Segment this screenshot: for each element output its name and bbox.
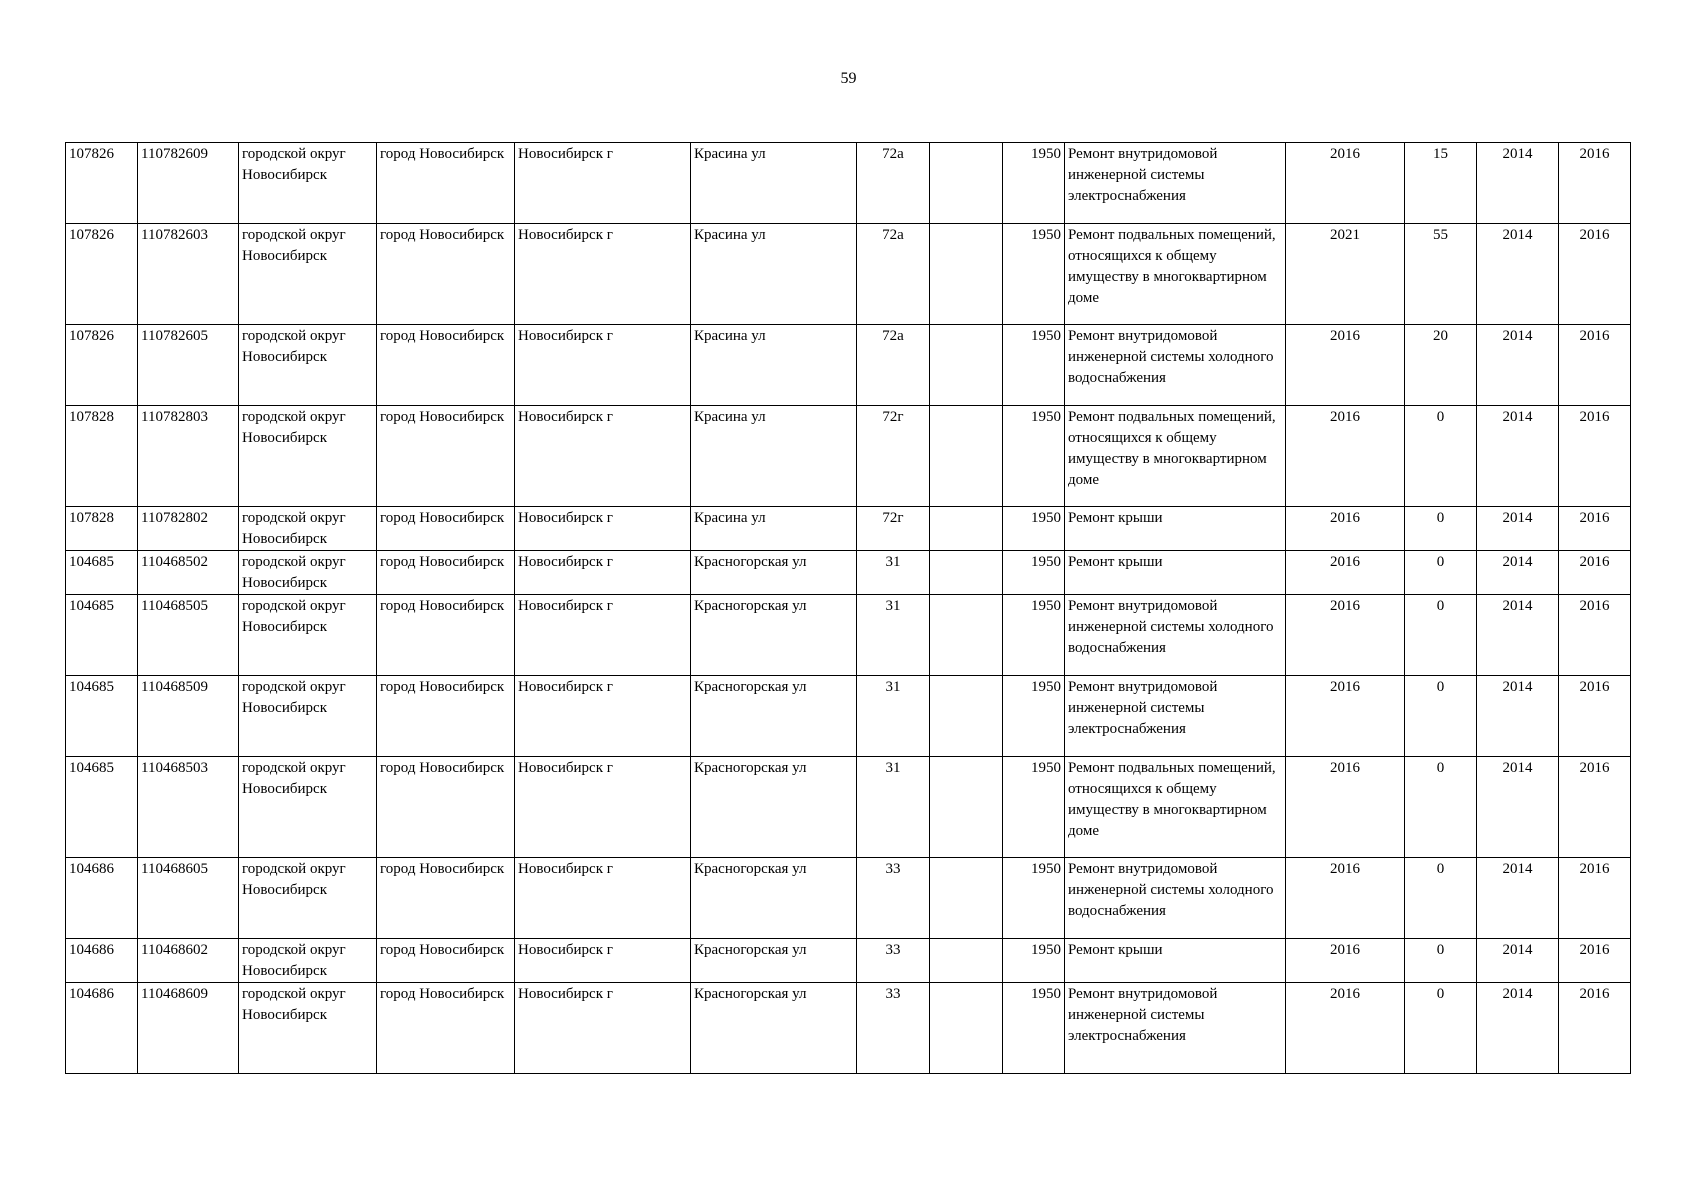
house-id-cell: 104685 — [66, 757, 138, 858]
period-start-cell: 2014 — [1477, 983, 1559, 1074]
house-number-cell: 72г — [857, 507, 930, 551]
table-row — [66, 507, 1631, 551]
plan-year-cell: 2016 — [1286, 595, 1405, 676]
build-year-cell: 1950 — [1003, 595, 1065, 676]
wear-cell: 0 — [1405, 757, 1477, 858]
city-cell: Новосибирск г — [515, 983, 691, 1074]
wear-cell: 55 — [1405, 224, 1477, 325]
building-cell — [930, 676, 1003, 757]
house-id-cell: 104685 — [66, 595, 138, 676]
work-type-cell: Ремонт крыши — [1065, 507, 1286, 551]
building-cell — [930, 939, 1003, 983]
city-cell: Новосибирск г — [515, 507, 691, 551]
work-type-cell: Ремонт подвальных помещений, относящихся к общему имуществу в многоквартирном доме — [1065, 406, 1286, 507]
house-id-cell: 104685 — [66, 551, 138, 595]
plan-year-cell: 2021 — [1286, 224, 1405, 325]
wear-cell: 0 — [1405, 507, 1477, 551]
settlement-cell: город Новосибирск — [377, 757, 515, 858]
plan-year-cell: 2016 — [1286, 939, 1405, 983]
wear-cell: 15 — [1405, 143, 1477, 224]
work-id-cell: 110782605 — [138, 325, 239, 406]
house-id-cell: 107826 — [66, 143, 138, 224]
building-cell — [930, 858, 1003, 939]
street-cell: Красногорская ул — [691, 551, 857, 595]
house-number-cell: 33 — [857, 858, 930, 939]
period-start-cell: 2014 — [1477, 406, 1559, 507]
plan-year-cell: 2016 — [1286, 406, 1405, 507]
settlement-cell: город Новосибирск — [377, 983, 515, 1074]
wear-cell: 0 — [1405, 676, 1477, 757]
city-cell: Новосибирск г — [515, 757, 691, 858]
work-type-cell: Ремонт крыши — [1065, 939, 1286, 983]
work-type-cell: Ремонт внутридомовой инженерной системы холодного водоснабжения — [1065, 595, 1286, 676]
plan-year-cell: 2016 — [1286, 983, 1405, 1074]
period-start-cell: 2014 — [1477, 507, 1559, 551]
house-id-cell: 107828 — [66, 406, 138, 507]
work-id-cell: 110782603 — [138, 224, 239, 325]
settlement-cell: город Новосибирск — [377, 325, 515, 406]
work-id-cell: 110468609 — [138, 983, 239, 1074]
settlement-cell: город Новосибирск — [377, 939, 515, 983]
wear-cell: 0 — [1405, 406, 1477, 507]
table-row — [66, 939, 1631, 983]
house-id-cell: 107826 — [66, 224, 138, 325]
wear-cell: 0 — [1405, 939, 1477, 983]
table-row — [66, 858, 1631, 939]
house-number-cell: 31 — [857, 757, 930, 858]
work-type-cell: Ремонт крыши — [1065, 551, 1286, 595]
district-cell: городской округ Новосибирск — [239, 676, 377, 757]
wear-cell: 0 — [1405, 595, 1477, 676]
table-row — [66, 551, 1631, 595]
period-start-cell: 2014 — [1477, 939, 1559, 983]
period-end-cell: 2016 — [1559, 676, 1631, 757]
period-end-cell: 2016 — [1559, 551, 1631, 595]
build-year-cell: 1950 — [1003, 507, 1065, 551]
period-start-cell: 2014 — [1477, 325, 1559, 406]
wear-cell: 0 — [1405, 858, 1477, 939]
settlement-cell: город Новосибирск — [377, 224, 515, 325]
building-cell — [930, 595, 1003, 676]
building-cell — [930, 143, 1003, 224]
house-number-cell: 31 — [857, 595, 930, 676]
work-id-cell: 110782609 — [138, 143, 239, 224]
house-number-cell: 31 — [857, 676, 930, 757]
table-row — [66, 325, 1631, 406]
wear-cell: 0 — [1405, 551, 1477, 595]
period-start-cell: 2014 — [1477, 224, 1559, 325]
house-id-cell: 104686 — [66, 939, 138, 983]
work-type-cell: Ремонт внутридомовой инженерной системы электроснабжения — [1065, 983, 1286, 1074]
settlement-cell: город Новосибирск — [377, 406, 515, 507]
table-row — [66, 676, 1631, 757]
table-row — [66, 595, 1631, 676]
house-id-cell: 107826 — [66, 325, 138, 406]
street-cell: Красногорская ул — [691, 983, 857, 1074]
period-end-cell: 2016 — [1559, 858, 1631, 939]
house-number-cell: 72а — [857, 325, 930, 406]
settlement-cell: город Новосибирск — [377, 858, 515, 939]
house-number-cell: 33 — [857, 983, 930, 1074]
street-cell: Красина ул — [691, 507, 857, 551]
district-cell: городской округ Новосибирск — [239, 757, 377, 858]
work-id-cell: 110468509 — [138, 676, 239, 757]
house-id-cell: 104686 — [66, 983, 138, 1074]
city-cell: Новосибирск г — [515, 143, 691, 224]
build-year-cell: 1950 — [1003, 983, 1065, 1074]
building-cell — [930, 983, 1003, 1074]
period-end-cell: 2016 — [1559, 224, 1631, 325]
district-cell: городской округ Новосибирск — [239, 325, 377, 406]
build-year-cell: 1950 — [1003, 676, 1065, 757]
work-type-cell: Ремонт внутридомовой инженерной системы электроснабжения — [1065, 676, 1286, 757]
period-end-cell: 2016 — [1559, 595, 1631, 676]
work-id-cell: 110468502 — [138, 551, 239, 595]
period-start-cell: 2014 — [1477, 757, 1559, 858]
street-cell: Красногорская ул — [691, 939, 857, 983]
table-row — [66, 224, 1631, 325]
repair-registry-table — [65, 142, 1631, 1074]
city-cell: Новосибирск г — [515, 406, 691, 507]
plan-year-cell: 2016 — [1286, 757, 1405, 858]
page-number: 59 — [840, 70, 857, 87]
period-start-cell: 2014 — [1477, 676, 1559, 757]
plan-year-cell: 2016 — [1286, 676, 1405, 757]
work-type-cell: Ремонт подвальных помещений, относящихся к общему имуществу в многоквартирном доме — [1065, 757, 1286, 858]
district-cell: городской округ Новосибирск — [239, 507, 377, 551]
district-cell: городской округ Новосибирск — [239, 858, 377, 939]
district-cell: городской округ Новосибирск — [239, 224, 377, 325]
work-id-cell: 110468503 — [138, 757, 239, 858]
building-cell — [930, 757, 1003, 858]
house-id-cell: 104686 — [66, 858, 138, 939]
build-year-cell: 1950 — [1003, 858, 1065, 939]
period-start-cell: 2014 — [1477, 595, 1559, 676]
period-end-cell: 2016 — [1559, 983, 1631, 1074]
period-start-cell: 2014 — [1477, 143, 1559, 224]
table-row — [66, 406, 1631, 507]
city-cell: Новосибирск г — [515, 325, 691, 406]
period-start-cell: 2014 — [1477, 551, 1559, 595]
settlement-cell: город Новосибирск — [377, 595, 515, 676]
build-year-cell: 1950 — [1003, 551, 1065, 595]
work-type-cell: Ремонт внутридомовой инженерной системы холодного водоснабжения — [1065, 858, 1286, 939]
city-cell: Новосибирск г — [515, 595, 691, 676]
work-type-cell: Ремонт внутридомовой инженерной системы электроснабжения — [1065, 143, 1286, 224]
street-cell: Красина ул — [691, 325, 857, 406]
street-cell: Красина ул — [691, 406, 857, 507]
period-end-cell: 2016 — [1559, 757, 1631, 858]
table-row — [66, 143, 1631, 224]
city-cell: Новосибирск г — [515, 858, 691, 939]
city-cell: Новосибирск г — [515, 551, 691, 595]
build-year-cell: 1950 — [1003, 406, 1065, 507]
street-cell: Красина ул — [691, 143, 857, 224]
plan-year-cell: 2016 — [1286, 143, 1405, 224]
house-number-cell: 72а — [857, 224, 930, 325]
house-number-cell: 72а — [857, 143, 930, 224]
work-type-cell: Ремонт подвальных помещений, относящихся к общему имуществу в многоквартирном доме — [1065, 224, 1286, 325]
period-end-cell: 2016 — [1559, 939, 1631, 983]
table-row — [66, 983, 1631, 1074]
period-end-cell: 2016 — [1559, 507, 1631, 551]
work-id-cell: 110468602 — [138, 939, 239, 983]
build-year-cell: 1950 — [1003, 325, 1065, 406]
settlement-cell: город Новосибирск — [377, 676, 515, 757]
build-year-cell: 1950 — [1003, 939, 1065, 983]
settlement-cell: город Новосибирск — [377, 551, 515, 595]
build-year-cell: 1950 — [1003, 224, 1065, 325]
district-cell: городской округ Новосибирск — [239, 551, 377, 595]
build-year-cell: 1950 — [1003, 757, 1065, 858]
plan-year-cell: 2016 — [1286, 858, 1405, 939]
district-cell: городской округ Новосибирск — [239, 143, 377, 224]
period-end-cell: 2016 — [1559, 406, 1631, 507]
house-number-cell: 31 — [857, 551, 930, 595]
street-cell: Красногорская ул — [691, 595, 857, 676]
work-id-cell: 110468505 — [138, 595, 239, 676]
plan-year-cell: 2016 — [1286, 507, 1405, 551]
work-id-cell: 110782803 — [138, 406, 239, 507]
district-cell: городской округ Новосибирск — [239, 406, 377, 507]
building-cell — [930, 507, 1003, 551]
street-cell: Красина ул — [691, 224, 857, 325]
house-id-cell: 104685 — [66, 676, 138, 757]
build-year-cell: 1950 — [1003, 143, 1065, 224]
plan-year-cell: 2016 — [1286, 325, 1405, 406]
table-row — [66, 757, 1631, 858]
city-cell: Новосибирск г — [515, 676, 691, 757]
city-cell: Новосибирск г — [515, 224, 691, 325]
district-cell: городской округ Новосибирск — [239, 983, 377, 1074]
plan-year-cell: 2016 — [1286, 551, 1405, 595]
house-number-cell: 33 — [857, 939, 930, 983]
building-cell — [930, 325, 1003, 406]
house-id-cell: 107828 — [66, 507, 138, 551]
house-number-cell: 72г — [857, 406, 930, 507]
work-id-cell: 110782802 — [138, 507, 239, 551]
district-cell: городской округ Новосибирск — [239, 595, 377, 676]
settlement-cell: город Новосибирск — [377, 143, 515, 224]
work-id-cell: 110468605 — [138, 858, 239, 939]
building-cell — [930, 406, 1003, 507]
building-cell — [930, 551, 1003, 595]
city-cell: Новосибирск г — [515, 939, 691, 983]
wear-cell: 0 — [1405, 983, 1477, 1074]
period-end-cell: 2016 — [1559, 325, 1631, 406]
street-cell: Красногорская ул — [691, 858, 857, 939]
period-end-cell: 2016 — [1559, 143, 1631, 224]
work-type-cell: Ремонт внутридомовой инженерной системы холодного водоснабжения — [1065, 325, 1286, 406]
building-cell — [930, 224, 1003, 325]
district-cell: городской округ Новосибирск — [239, 939, 377, 983]
period-start-cell: 2014 — [1477, 858, 1559, 939]
wear-cell: 20 — [1405, 325, 1477, 406]
street-cell: Красногорская ул — [691, 676, 857, 757]
settlement-cell: город Новосибирск — [377, 507, 515, 551]
street-cell: Красногорская ул — [691, 757, 857, 858]
